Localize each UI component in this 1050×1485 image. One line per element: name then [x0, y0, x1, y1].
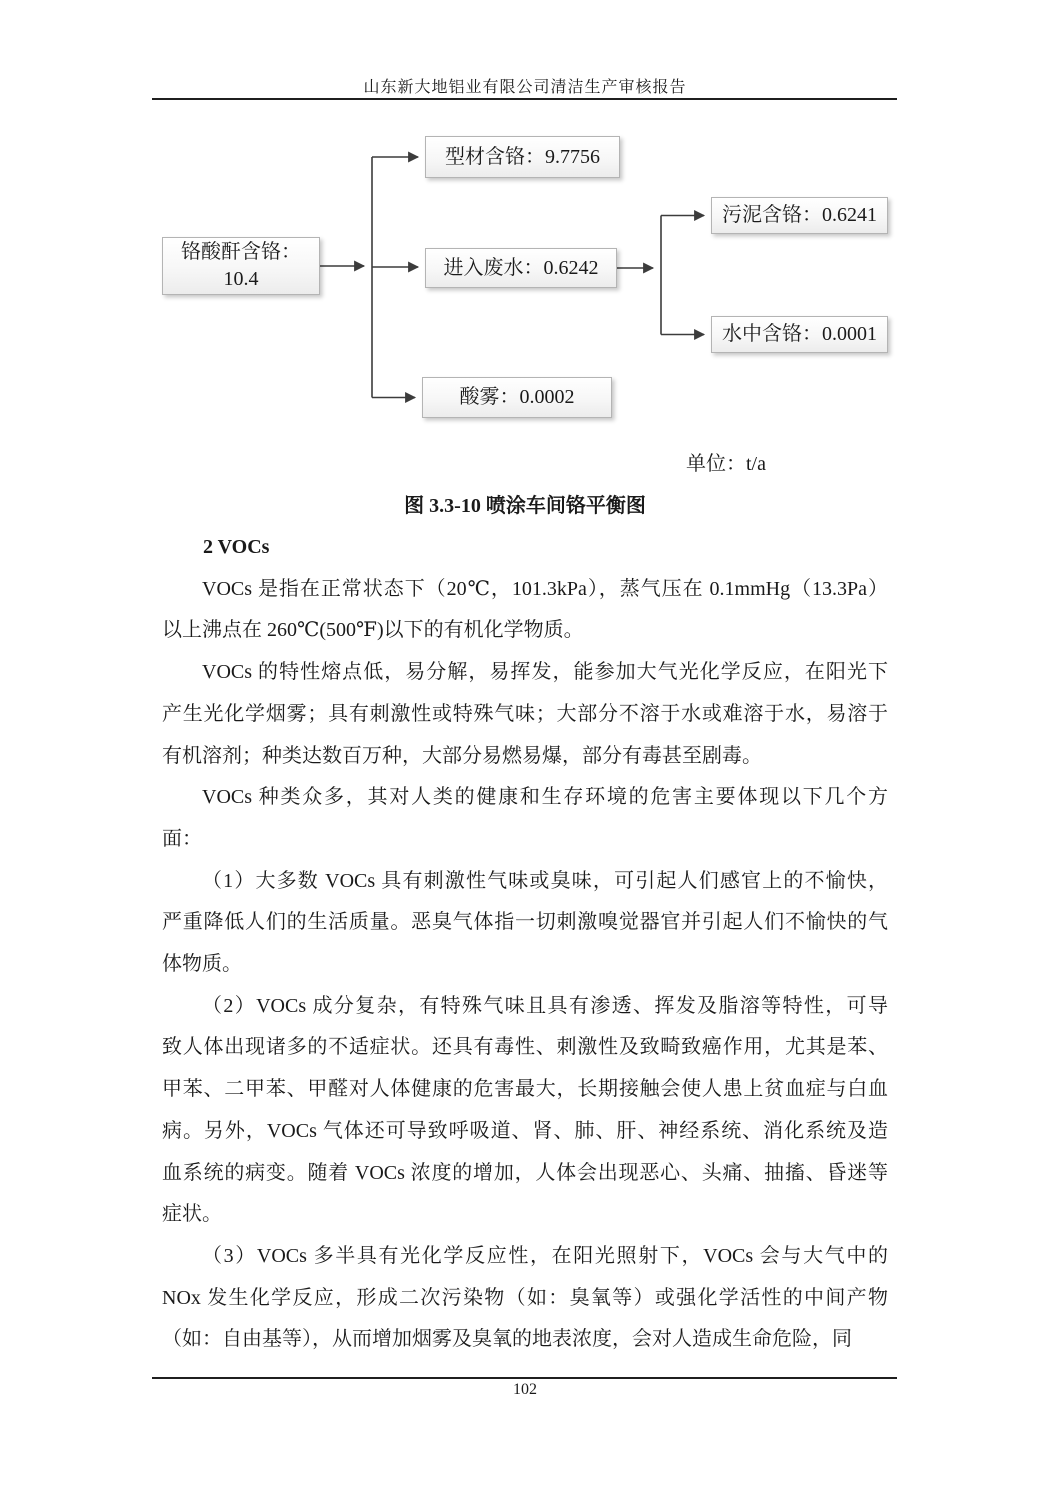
body-line: NOx 发生化学反应，形成二次污染物（如：臭氧等）或强化学活性的中间产物	[162, 1286, 888, 1309]
body-line: 面：	[162, 827, 202, 850]
body-line: 症状。	[162, 1203, 222, 1226]
body-line: 甲苯、二甲苯、甲醛对人体健康的危害最大，长期接触会使人患上贫血症与白血	[162, 1078, 888, 1101]
body-line: 有机溶剂；种类达数百万种，大部分易燃易爆，部分有毒甚至剧毒。	[162, 744, 762, 767]
body-line: 病。另外，VOCs 气体还可导致呼吸道、肾、肺、肝、神经系统、消化系统及造	[162, 1119, 888, 1142]
body-line: （2）VOCs 成分复杂，有特殊气味且具有渗透、挥发及脂溶等特性，可导	[202, 994, 888, 1017]
diagram-box-acid-mist-label: 酸雾：0.0002	[459, 386, 575, 408]
body-line: 血系统的病变。随着 VOCs 浓度的增加，人体会出现恶心、头痛、抽搐、昏迷等	[162, 1161, 888, 1184]
diagram-box-wastewater-label: 进入废水：0.6242	[443, 256, 599, 279]
body-line: VOCs 的特性熔点低，易分解，易挥发，能参加大气光化学反应，在阳光下	[202, 661, 888, 684]
section-heading: 2 VOCs	[203, 536, 270, 558]
body-paragraphs	[162, 569, 888, 1361]
figure-caption: 图 3.3-10 喷涂车间铬平衡图	[404, 495, 646, 517]
diagram-box-acid-mist	[422, 377, 612, 418]
header-title: 山东新大地铝业有限公司清洁生产审核报告	[363, 79, 687, 96]
diagram-box-sludge-label: 污泥含铬：0.6241	[722, 204, 877, 226]
footer-page-number: 102	[513, 1381, 537, 1398]
diagram-box-source	[162, 237, 320, 295]
footer-rule	[152, 1377, 897, 1379]
diagram-box-profile	[425, 136, 620, 178]
body-line: 产生光化学烟雾；具有刺激性或特殊气味；大部分不溶于水或难溶于水，易溶于	[162, 702, 888, 725]
body-line: 严重降低人们的生活质量。恶臭气体指一切刺激嗅觉器官并引起人们不愉快的气	[162, 911, 888, 934]
diagram-box-water	[711, 316, 888, 353]
diagram-box-sludge	[711, 197, 888, 234]
body-line: 致人体出现诸多的不适症状。还具有毒性、刺激性及致畸致癌作用，尤其是苯、	[162, 1036, 888, 1059]
body-line: VOCs 是指在正常状态下（20℃，101.3kPa），蒸气压在 0.1mmHg（13.3Pa）	[202, 577, 888, 600]
body-line: 体物质。	[162, 953, 242, 976]
body-line: （3）VOCs 多半具有光化学反应性，在阳光照射下，VOCs 会与大气中的	[202, 1244, 888, 1267]
body-text	[162, 527, 888, 1361]
diagram-box-source-value: 10.4	[223, 268, 259, 290]
body-line: 以上沸点在 260℃(500℉)以下的有机化学物质。	[162, 619, 584, 642]
diagram-box-profile-label: 型材含铬：9.7756	[445, 145, 600, 168]
diagram-unit-label: 单位：t/a	[686, 453, 766, 475]
body-line: （1）大多数 VOCs 具有刺激性气味或臭味，可引起人们感官上的不愉快，	[202, 869, 888, 892]
chromium-balance-diagram	[0, 0, 1050, 480]
diagram-box-wastewater	[425, 248, 617, 288]
diagram-box-source-label: 铬酸酐含铬：	[181, 241, 301, 263]
body-line: （如：自由基等），从而增加烟雾及臭氧的地表浓度，会对人造成生命危险，同	[162, 1328, 852, 1351]
diagram-box-water-label: 水中含铬：0.0001	[722, 323, 877, 345]
body-line: VOCs 种类众多，其对人类的健康和生存环境的危害主要体现以下几个方	[202, 786, 888, 809]
